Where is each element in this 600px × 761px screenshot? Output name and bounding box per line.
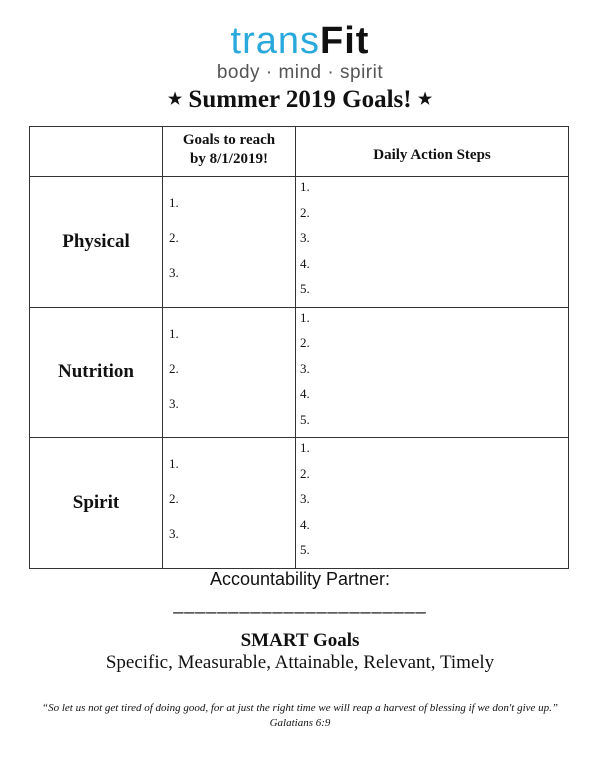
- logo-fit-text: Fit: [320, 20, 370, 62]
- step-item: 4.: [300, 386, 310, 401]
- category-label: Nutrition: [30, 307, 163, 438]
- goals-cell[interactable]: [163, 177, 296, 308]
- goal-item: 1.: [169, 456, 179, 471]
- goal-item: 3.: [169, 395, 179, 411]
- accountability-partner-label: Accountability Partner:: [209, 569, 391, 589]
- goal-item: 2.: [169, 491, 179, 506]
- logo-tagline: body · mind · spirit: [216, 62, 384, 83]
- table-row-physical: [30, 177, 569, 308]
- step-item: 1.: [300, 179, 310, 194]
- goal-item: 3.: [169, 265, 179, 280]
- category-label: Spirit: [30, 438, 163, 569]
- step-item: 3.: [300, 230, 310, 245]
- step-item: 2.: [300, 335, 310, 350]
- header-goals-line2: by 8/1/2019!: [190, 151, 268, 167]
- step-item: 4.: [300, 255, 310, 271]
- table-header-row: [30, 127, 569, 177]
- step-item: 5.: [300, 542, 310, 557]
- step-item: 1.: [300, 309, 310, 325]
- step-item: 2.: [300, 204, 310, 220]
- header-daily-steps: Daily Action Steps: [296, 127, 569, 177]
- header-empty-cell: [30, 127, 163, 177]
- goal-item: 1.: [169, 325, 179, 341]
- goal-item: 2.: [169, 360, 179, 376]
- header-goals: [163, 127, 296, 177]
- step-item: 1.: [300, 440, 310, 455]
- transfit-logo: [0, 22, 600, 84]
- star-icon: ★: [417, 91, 433, 108]
- logo-wordmark: [0, 22, 600, 60]
- steps-cell[interactable]: [296, 307, 569, 438]
- smart-goals-list: Specific, Measurable, Attainable, Relevant, Timely: [105, 652, 495, 673]
- goals-table: [29, 126, 569, 569]
- page-title-text: Summer 2019 Goals!: [188, 86, 412, 113]
- goal-item: 3.: [169, 526, 179, 541]
- scripture-quote: “So let us not get tired of doing good, for at just the right time we will reap a harvest of blessing if we don't give up.” Galatians 6:9: [41, 702, 559, 729]
- accountability-partner-blank[interactable]: _______________________: [173, 594, 427, 614]
- step-item: 3.: [300, 491, 310, 506]
- goals-cell[interactable]: [163, 307, 296, 438]
- step-item: 5.: [300, 281, 310, 296]
- steps-cell[interactable]: [296, 177, 569, 308]
- smart-goals-title: SMART Goals: [240, 630, 360, 651]
- logo-trans-text: trans: [230, 20, 321, 62]
- steps-cell[interactable]: [296, 438, 569, 569]
- step-item: 3.: [300, 360, 310, 376]
- step-item: 5.: [300, 411, 310, 427]
- header-goals-line1: Goals to reach: [182, 132, 276, 148]
- category-label: Physical: [30, 177, 163, 308]
- goal-item: 1.: [169, 195, 179, 210]
- goals-cell[interactable]: [163, 438, 296, 569]
- step-item: 2.: [300, 465, 310, 481]
- step-item: 4.: [300, 516, 310, 532]
- star-icon: ★: [167, 91, 183, 108]
- page-title: [0, 86, 600, 114]
- goal-item: 2.: [169, 230, 179, 245]
- table-row-spirit: [30, 438, 569, 569]
- table-row-nutrition: [30, 307, 569, 438]
